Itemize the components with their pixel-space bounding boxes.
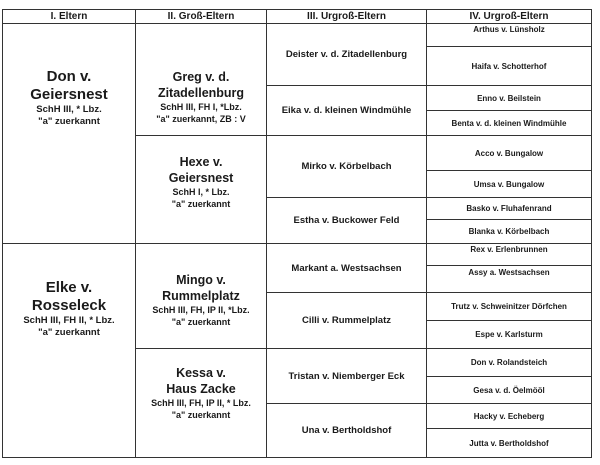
parent-note: "a" zuerkannt: [38, 327, 100, 338]
great-grandparent: Tristan v. Niemberger Eck: [266, 348, 427, 404]
grandparent-name-line1: Hexe v.: [179, 155, 223, 169]
grandparent-titles: SchH III, FH, IP II, * Lbz.: [151, 398, 251, 408]
parent-name-line2: Geiersnest: [30, 86, 108, 103]
grandparent-4: [135, 348, 267, 458]
grandparent-2: [135, 135, 267, 244]
grandparent-titles: SchH I, * Lbz.: [172, 187, 230, 197]
great-great-grandparent: Jutta v. Bertholdshof: [426, 428, 592, 458]
great-great-grandparent: Assy a. Westsachsen: [426, 265, 592, 293]
parent-name-line1: Don v.: [46, 68, 92, 85]
grandparent-name-line1: Mingo v.: [176, 273, 226, 287]
great-great-grandparent: Basko v. Fluhafenrand: [426, 197, 592, 220]
great-grandparent: Una v. Bertholdshof: [266, 403, 427, 458]
grandparent-3: [135, 243, 267, 349]
great-great-grandparent: Benta v. d. kleinen Windmühle: [426, 110, 592, 136]
great-grandparent: Estha v. Buckower Feld: [266, 197, 427, 244]
great-grandparent: Cilli v. Rummelplatz: [266, 292, 427, 349]
grandparent-name-line2: Haus Zacke: [166, 382, 236, 396]
grandparent-titles: SchH III, FH I, *Lbz.: [160, 102, 242, 112]
grandparent-note: "a" zuerkannt: [171, 410, 231, 420]
parent-name-line2: Rosseleck: [31, 297, 107, 314]
parent-dam: [2, 243, 136, 458]
grandparent-1: [135, 23, 267, 136]
grandparent-note: "a" zuerkannt, ZB : V: [156, 114, 246, 124]
great-great-grandparent: Acco v. Bungalow: [426, 135, 592, 171]
great-great-grandparent: Hacky v. Echeberg: [426, 403, 592, 429]
parent-sire: [2, 23, 136, 244]
great-great-grandparent: Enno v. Beilstein: [426, 85, 592, 111]
great-great-grandparent: Don v. Rolandsteich: [426, 348, 592, 377]
parent-note: "a" zuerkannt: [38, 116, 100, 127]
grandparent-note: "a" zuerkannt: [171, 199, 231, 209]
header-parents: I. Eltern: [2, 9, 136, 24]
header-great-grandparents: III. Urgroß-Eltern: [266, 9, 427, 24]
great-great-grandparent: Gesa v. d. Öelmööl: [426, 376, 592, 404]
great-great-grandparent: Umsa v. Bungalow: [426, 170, 592, 198]
header-great-great-grandparents: IV. Urgroß-Eltern: [426, 9, 592, 24]
grandparent-note: "a" zuerkannt: [171, 317, 231, 327]
great-great-grandparent: Rex v. Erlenbrunnen: [426, 243, 592, 266]
parent-titles: SchH III, FH II, * Lbz.: [23, 315, 115, 326]
grandparent-name-line1: Kessa v.: [176, 366, 226, 380]
grandparent-titles: SchH III, FH, IP II, *Lbz.: [152, 305, 250, 315]
great-grandparent: Eika v. d. kleinen Windmühle: [266, 85, 427, 136]
great-great-grandparent: Trutz v. Schweinitzer Dörfchen: [426, 292, 592, 321]
great-grandparent: Deister v. d. Zitadellenburg: [266, 23, 427, 86]
great-great-grandparent: Blanka v. Körbelbach: [426, 219, 592, 244]
parent-name-line1: Elke v.: [45, 279, 93, 296]
great-great-grandparent: Arthus v. Lünsholz: [426, 23, 592, 47]
grandparent-name-line1: Greg v. d.: [172, 70, 230, 84]
great-grandparent: Markant a. Westsachsen: [266, 243, 427, 293]
grandparent-name-line2: Geiersnest: [168, 171, 234, 185]
great-grandparent: Mirko v. Körbelbach: [266, 135, 427, 198]
grandparent-name-line2: Zitadellenburg: [157, 86, 245, 100]
parent-titles: SchH III, * Lbz.: [36, 104, 102, 115]
grandparent-name-line2: Rummelplatz: [162, 289, 240, 303]
great-great-grandparent: Haifa v. Schotterhof: [426, 46, 592, 86]
great-great-grandparent: Espe v. Karlsturm: [426, 320, 592, 349]
header-grandparents: II. Groß-Eltern: [135, 9, 267, 24]
